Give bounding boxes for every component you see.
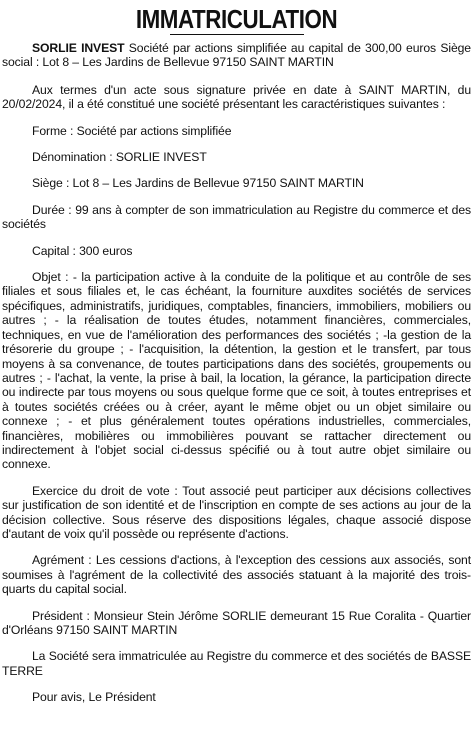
registre-paragraph: La Société sera immatriculée au Registre du commerce et des sociétés de BASSE TERRE (2, 649, 471, 678)
signature-paragraph: Pour avis, Le Président (32, 690, 156, 705)
intro-paragraph (2, 41, 471, 70)
president-paragraph: Président : Monsieur Stein Jérôme SORLIE demeurant 15 Rue Coralita - Quartier d'Orléans 97150 SAINT MARTIN (2, 608, 471, 637)
duree-paragraph: Durée : 99 ans à compter de son immatriculation au Registre du commerce et des sociétés (2, 202, 471, 232)
acte-paragraph: Aux termes d'un acte sous signature privée en date à SAINT MARTIN, du 20/02/2024, il a été constitué une société présentant les caractéristiques suivantes : (2, 82, 471, 112)
notice-title: IMMATRICULATION (135, 4, 338, 34)
denomination-paragraph: Dénomination : SORLIE INVEST (32, 150, 207, 165)
company-name: SORLIE INVEST (32, 41, 125, 55)
objet-paragraph: Objet : - la participation active à la conduite de la politique et au contrôle de ses filiales et sous filiales et, le cas échéant, la fourniture auxdites sociétés de services spécifiques, administratifs, juridiques, comptables, financiers, immobiliers, mobiliers ou autres ; - la réalisation de toutes études, notamment financières, commerciales, techniques, en vue de l'amélioration des performances des sociétés ; -la gestion de la trésorerie du groupe ; - l'acquisition, la détention, la gestion et le transfert, par tous moyens à sa convenance, de toutes participations dans des sociétés, groupements ou autres ; - l'achat, la vente, la prise à bail, la location, la gérance, la participation directe ou indirecte par tous moyens ou sous quelque forme que ce soit, à toutes entreprises et à toutes sociétés créées ou à créer, ayant le même objet ou un objet similaire ou connexe ; - et plus généralement toutes opérations industrielles, commerciales, financières, mobilières ou immobilières pouvant se rattacher directement ou indirectement à l'objet social ci-dessus spécifié ou à tout autre objet similaire ou connexe. (2, 270, 471, 472)
forme-paragraph: Forme : Société par actions simplifiée (32, 123, 232, 138)
agrement-paragraph: Agrément : Les cessions d'actions, à l'exception des cessions aux associés, sont soumises à l'agrément de la collectivité des associés statuant à la majorité des trois-quarts du capital social. (2, 553, 471, 597)
vote-paragraph: Exercice du droit de vote : Tout associé peut participer aux décisions collectives sur justification de son identité et de l'inscription en compte de ses actions au jour de la décision collective. Sous réserve des dispositions légales, chaque associé dispose d'autant de voix qu'il possède ou représente d'actions. (2, 483, 471, 541)
title-underline (170, 34, 304, 35)
capital-paragraph: Capital : 300 euros (32, 243, 133, 258)
siege-paragraph: Siège : Lot 8 – Les Jardins de Bellevue 97150 SAINT MARTIN (32, 176, 364, 191)
intro-text: Société par actions simplifiée au capital de 300,00 euros Siège social : Lot 8 – Les Jardins de Bellevue 97150 SAINT MARTIN (2, 41, 471, 70)
